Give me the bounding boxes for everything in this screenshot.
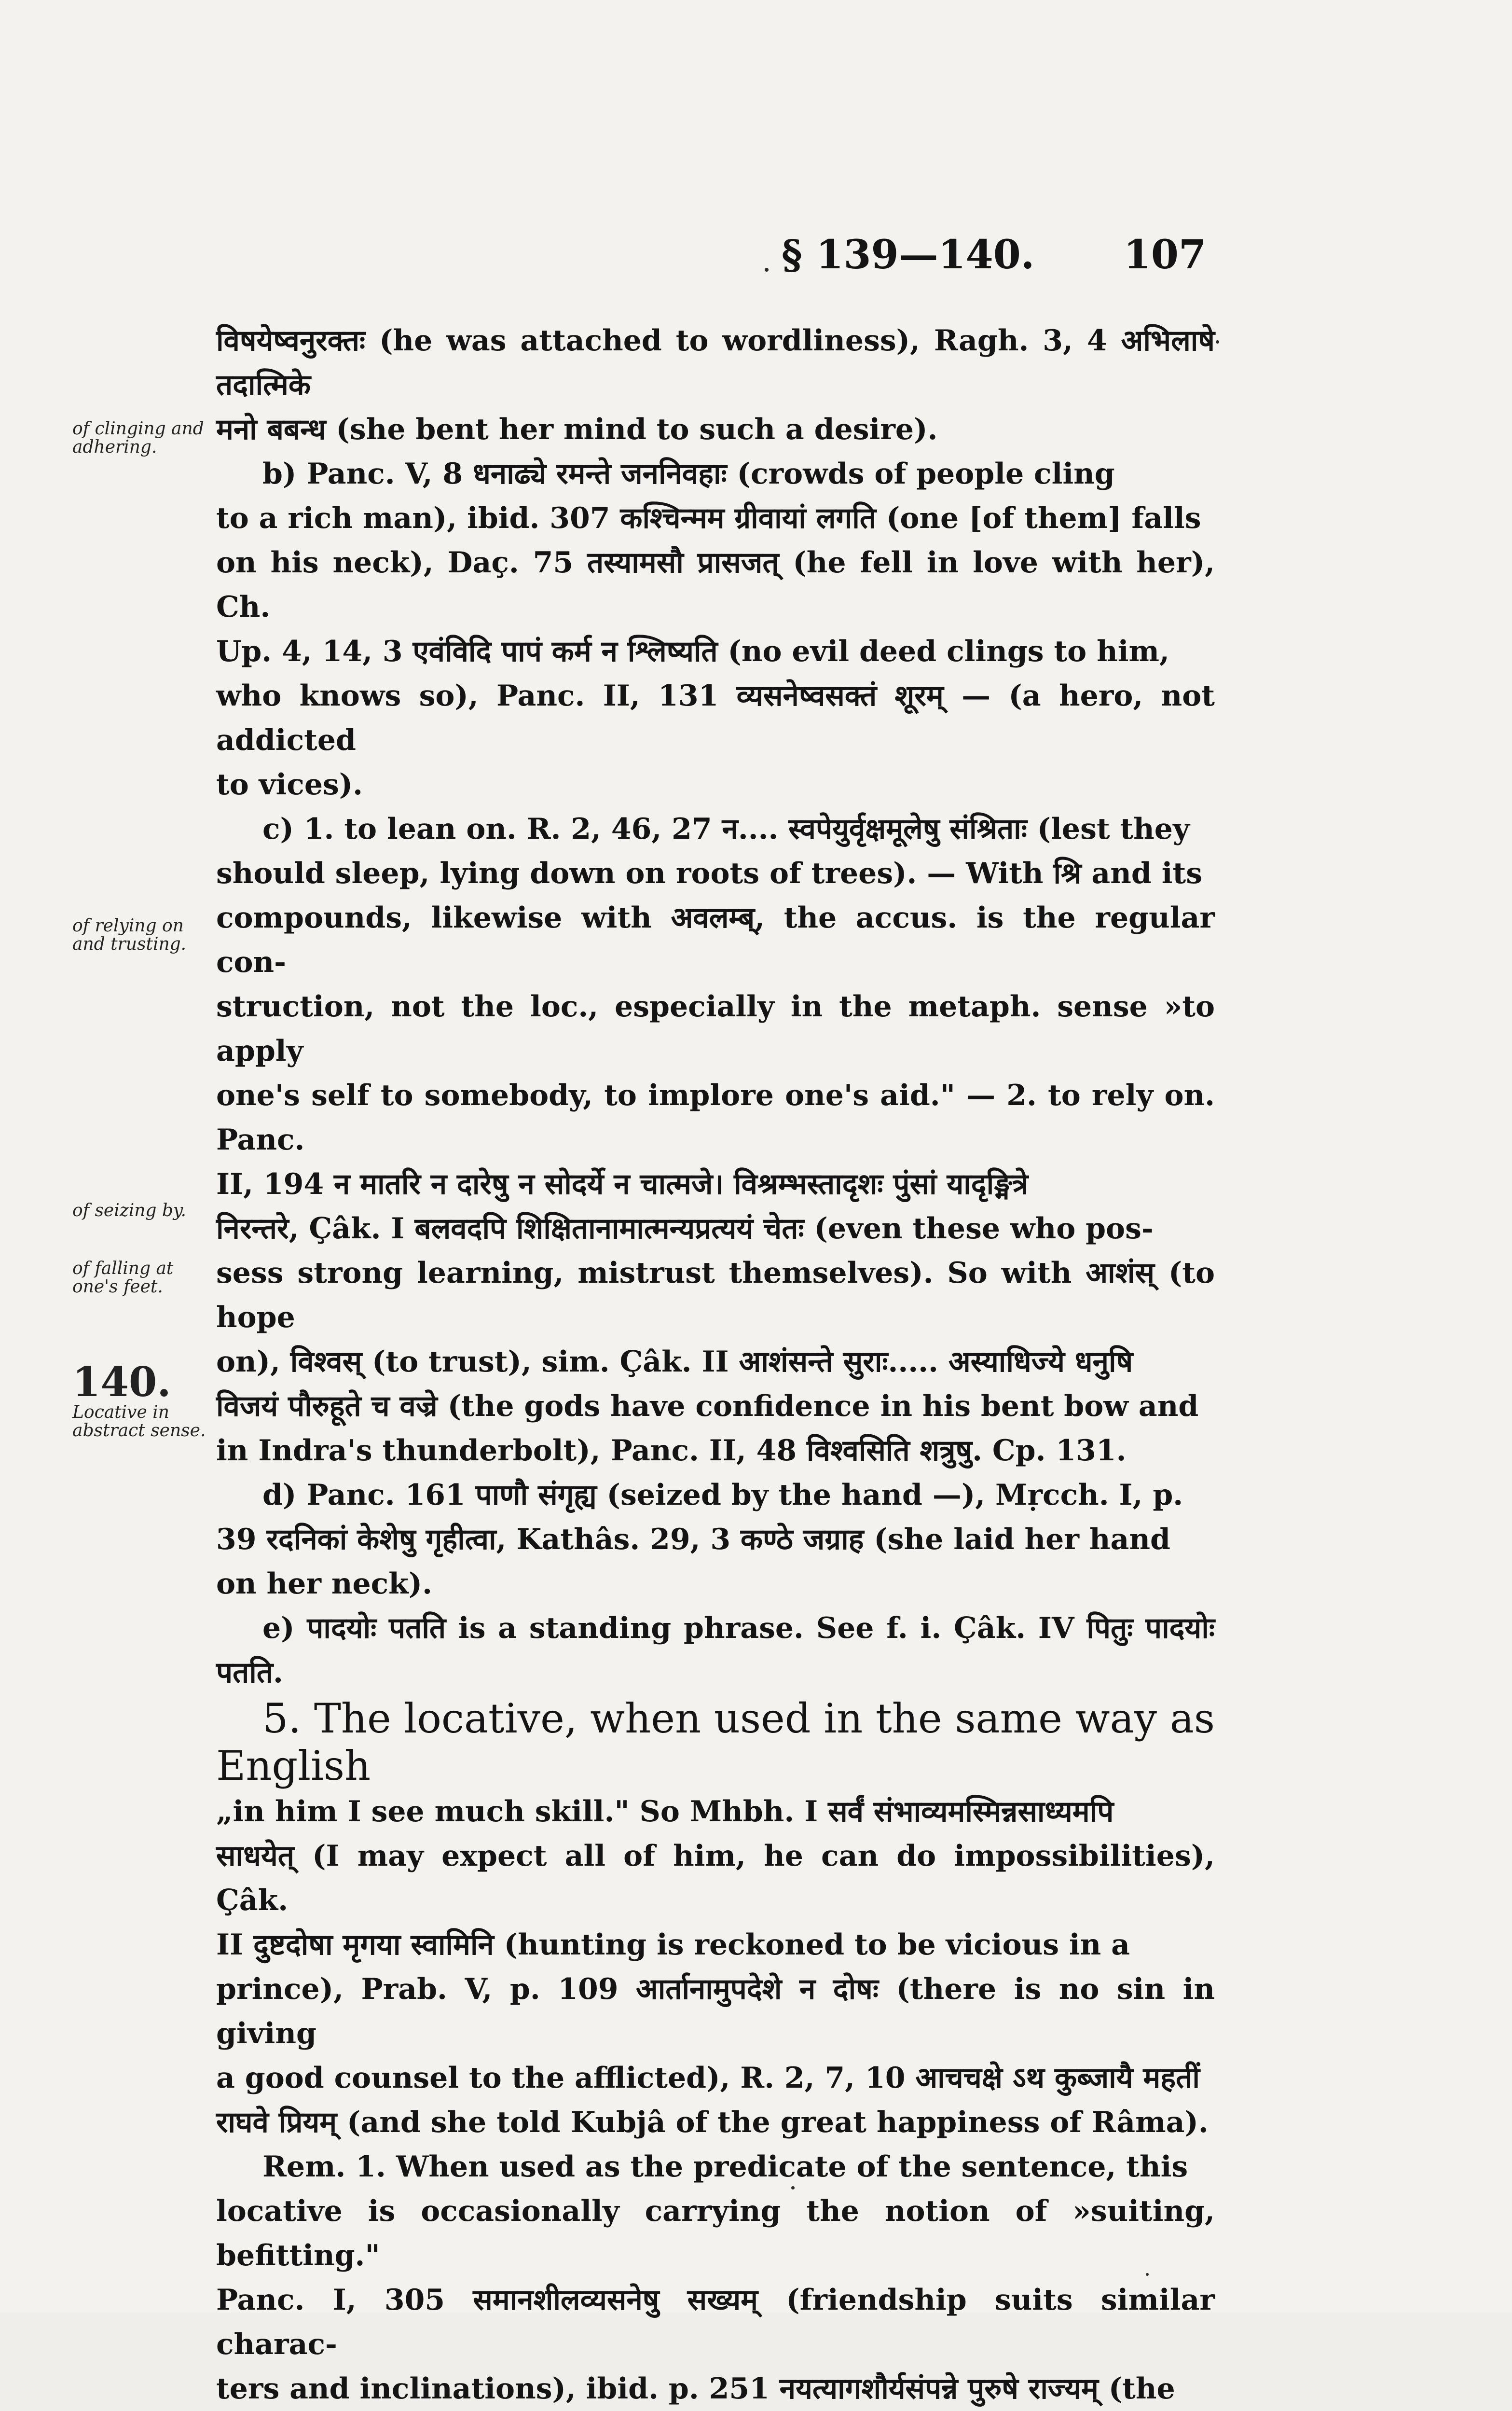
text-line: d) Panc. 161 पाणौ संगृह्य (seized by the hand —), Mṛcch. I, p. <box>262 1478 1183 1512</box>
text-line: sess strong learning, mistrust themselves). So with आशंस् (to hope <box>216 1256 1215 1334</box>
text-line: ters and inclinations), ibid. p. 251 नयत्यागशौर्यसंपन्ने पुरुषे राज्यम् (the <box>216 2372 1175 2406</box>
text-line: साधयेत् (I may expect all of him, he can do impossibilities), Çâk. <box>216 1839 1215 1917</box>
text-line: „in him I see much skill." So Mhbh. I सर्वं संभाव्यमस्मिन्नसाध्यमपि <box>216 1795 1114 1829</box>
text-line: one's self to somebody, to implore one's aid." — 2. to rely on. Panc. <box>216 1079 1215 1157</box>
print-speck <box>1216 340 1219 344</box>
margin-note-locative <box>72 1358 212 1441</box>
text-line: c) 1. to lean on. R. 2, 46, 27 न.... स्वपेयुर्वृक्षमूलेषु संश्रिताः (lest they <box>262 812 1190 846</box>
section-heading: § 139—140. <box>782 232 1035 278</box>
text-line: in Indra's thunderbolt), Panc. II, 48 विश्वसिति शत्रुषु. Cp. 131. <box>216 1434 1127 1468</box>
text-line: who knows so), Panc. II, 131 व्यसनेष्वसक्तं शूरम् — (a hero, not addicted <box>216 679 1215 757</box>
text-line: to a rich man), ibid. 307 कश्चिन्मम ग्रीवायां लगति (one [of them] falls <box>216 501 1201 535</box>
text-line: Panc. I, 305 समानशीलव्यसनेषु सख्यम् (friendship suits similar charac- <box>216 2283 1215 2361</box>
text-line: II, 194 न मातरि न दारेषु न सोदर्ये न चात्मजे। विश्रम्भस्तादृशः पुंसां यादृङ्मित्रे <box>216 1167 1029 1201</box>
text-line: Rem. 1. When used as the predicate of the sentence, this <box>262 2150 1188 2184</box>
section-number: 140. <box>72 1358 171 1406</box>
text-line: on), विश्वस् (to trust), sim. Çâk. II आशंसन्ते सुराः..... अस्याधिज्ये धनुषि <box>216 1345 1133 1379</box>
text-line: struction, not the loc., especially in the metaph. sense »to apply <box>216 990 1215 1068</box>
text-line: II दुष्टदोषा मृगया स्वामिनि (hunting is reckoned to be vicious in a <box>216 1928 1130 1962</box>
text-line: on his neck), Daç. 75 तस्यामसौ प्रासजत् (he fell in love with her), Ch. <box>216 546 1215 624</box>
text-line: b) Panc. V, 8 धनाढ्ये रमन्ते जननिवहाः (crowds of people cling <box>262 457 1115 491</box>
text-line: निरन्तरे, Çâk. I बलवदपि शिक्षितानामात्मन्यप्रत्ययं चेतः (even these who pos- <box>216 1212 1154 1246</box>
text-line: compounds, likewise with अवलम्ब्, the accus. is the regular con- <box>216 901 1215 979</box>
text-line: विषयेष्वनुरक्तः (he was attached to wordliness), Ragh. 3, 4 अभिलाषे तदात्मिके <box>216 324 1215 402</box>
margin-note-clinging: of clinging and adhering. <box>72 419 204 457</box>
margin-note-falling: of falling at one's feet. <box>72 1259 174 1297</box>
text-line: 39 रदनिकां केशेषु गृहीत्वा, Kathâs. 29, 3 कण्ठे जग्राह (she laid her hand <box>216 1523 1170 1556</box>
text-line: prince), Prab. V, p. 109 आर्तानामुपदेशे न दोषः (there is no sin in giving <box>216 1972 1215 2051</box>
text-line: locative is occasionally carrying the notion of »suiting, befitting." <box>216 2194 1215 2272</box>
text-line: a good counsel to the afflicted), R. 2, 7, 10 आचचक्षे ऽथ कुब्जायै महतीं <box>216 2061 1200 2095</box>
print-speck <box>765 268 769 272</box>
page-header <box>782 232 1206 278</box>
text-line: मनो बबन्ध (she bent her mind to such a desire). <box>216 413 938 446</box>
text-line: विजयं पौरुहूते च वज्रे (the gods have confidence in his bent bow and <box>216 1389 1199 1423</box>
page-number: 107 <box>1123 232 1206 278</box>
body-text <box>216 319 1215 2411</box>
margin-note-relying: of relying on and trusting. <box>72 916 187 954</box>
print-speck <box>791 2186 795 2189</box>
text-line: to vices). <box>216 768 363 802</box>
text-line: राघवे प्रियम् (and she told Kubjâ of the great happiness of Râma). <box>216 2106 1209 2139</box>
text-line: should sleep, lying down on roots of trees). — With श्रि and its <box>216 857 1203 890</box>
margin-note-abstract: Locative in abstract sense. <box>72 1402 206 1441</box>
text-line: Up. 4, 14, 3 एवंविदि पापं कर्म न श्लिष्यति (no evil deed clings to him, <box>216 635 1169 668</box>
text-line: on her neck). <box>216 1567 433 1601</box>
margin-note-seizing: of seizing by. <box>72 1201 186 1220</box>
text-line: 5. The locative, when used in the same way as English <box>216 1695 1215 1789</box>
text-line: e) पादयोः पतति is a standing phrase. See f. i. Çâk. IV पितुः पादयोः पतति. <box>216 1611 1215 1690</box>
print-speck <box>1146 2273 1149 2276</box>
